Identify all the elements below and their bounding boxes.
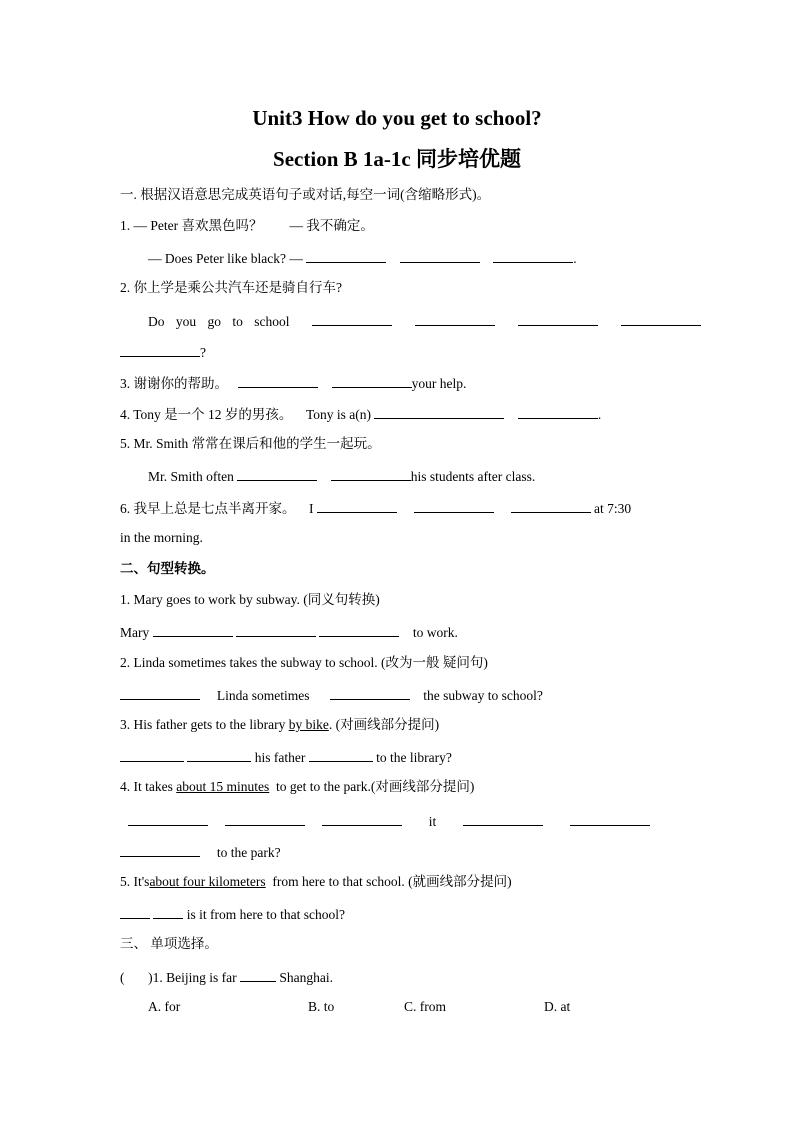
answer-blank[interactable] [518,311,598,326]
answer-blank[interactable] [415,311,495,326]
p2-q3-ans-text-b: to the library? [376,750,452,765]
answer-blank[interactable] [317,498,397,513]
answer-blank[interactable] [153,904,183,919]
p2-q5-ans-text: is it from here to that school? [186,907,345,922]
answer-blank[interactable] [306,248,386,263]
answer-blank[interactable] [518,404,598,419]
p1-q5-text-a: Mr. Smith often [148,469,234,484]
p2-q5-answer [120,904,345,924]
p1-q5-text-b: his students after class. [410,469,536,484]
answer-blank[interactable] [309,747,373,762]
answer-blank[interactable] [332,373,412,388]
answer-blank[interactable] [374,404,504,419]
p1-q6-continuation: in the morning. [120,530,203,545]
answer-blank[interactable] [511,498,591,513]
p2-q1-text-a: Mary [120,625,150,640]
p2-q4-continuation [120,842,281,862]
answer-blank[interactable] [312,311,392,326]
p1-q6 [120,498,631,518]
p2-q2-text-a: Linda sometimes [216,688,310,703]
p2-q2: 2. Linda sometimes takes the subway to school. (改为一般 疑问句) [120,655,488,670]
answer-blank[interactable] [319,622,399,637]
p2-q3-text-b: . (对画线部分提问) [328,717,440,732]
p1-q4 [120,404,601,424]
punctuation: ? [200,345,206,360]
answer-blank[interactable] [225,811,305,826]
p1-q2-text: Do you go to school [148,314,290,329]
option-b[interactable]: B. to [308,999,335,1014]
p1-q4-chinese: 4. Tony 是一个 12 岁的男孩。 [120,407,293,422]
p1-q5-english [148,466,535,486]
answer-blank[interactable] [463,811,543,826]
page-title: Unit3 How do you get to school? [252,106,542,130]
p2-q1: 1. Mary goes to work by subway. (同义句转换) [120,592,380,607]
p2-q3-text-a: 3. His father gets to the library [120,717,286,732]
p1-q2-continuation [120,342,206,362]
part2-heading: 二、句型转换。 [120,561,215,576]
answer-blank[interactable] [153,622,233,637]
p1-q1-english [148,248,577,268]
p1-q2-english [148,311,701,331]
answer-blank[interactable] [120,747,184,762]
p2-q3 [120,716,439,734]
p1-q3-english: your help. [411,376,467,391]
answer-blank[interactable] [120,842,200,857]
p3-q1 [120,967,333,987]
part3-heading: 三、 单项选择。 [120,936,218,951]
p2-q4-ans-it: it [428,814,437,829]
p1-q4-english: Tony is a(n) [305,407,371,422]
option-a[interactable]: A. for [148,999,181,1014]
answer-blank[interactable] [120,342,200,357]
answer-paren: ( [120,970,125,985]
answer-blank[interactable] [322,811,402,826]
answer-blank[interactable] [120,685,200,700]
page-subtitle: Section B 1a-1c 同步培优题 [273,147,521,171]
p2-q2-text-b: the subway to school? [423,688,543,703]
answer-blank[interactable] [240,967,276,982]
answer-blank[interactable] [120,904,150,919]
p1-q3 [120,373,466,393]
p1-q1-text: — Does Peter like black? — [148,251,303,266]
answer-blank[interactable] [238,373,318,388]
answer-blank[interactable] [187,747,251,762]
p2-q4-text-b: to get to the park.(对画线部分提问) [276,779,475,794]
p3-q1-stem-end: Shanghai. [279,970,333,985]
p1-q6-text-a: I [309,501,314,516]
p1-q3-chinese: 3. 谢谢你的帮助。 [120,376,228,391]
p2-q3-ans-text-a: his father [254,750,306,765]
underlined-phrase: by bike [288,717,329,732]
underlined-phrase: about 15 minutes [176,779,270,794]
answer-blank[interactable] [236,622,316,637]
answer-blank[interactable] [330,685,410,700]
answer-blank[interactable] [493,248,573,263]
answer-blank[interactable] [570,811,650,826]
p2-q4-ans-end: to the park? [216,845,281,860]
p1-q6-chinese: 6. 我早上总是七点半离开家。 [120,501,296,516]
answer-blank[interactable] [621,311,701,326]
answer-blank[interactable] [331,466,411,481]
p2-q1-text-b: to work. [412,625,458,640]
underlined-phrase: about four kilometers [149,874,266,889]
punctuation: . [597,407,602,422]
p1-q5-chinese: 5. Mr. Smith 常常在课后和他的学生一起玩。 [120,436,381,451]
p3-q1-stem: )1. Beijing is far [148,970,237,985]
p2-q1-answer [120,622,458,642]
part1-heading: 一. 根据汉语意思完成英语句子或对话,每空一词(含缩略形式)。 [120,187,491,202]
p2-q4-text-a: 4. It takes [120,779,173,794]
answer-blank[interactable] [414,498,494,513]
answer-blank[interactable] [237,466,317,481]
answer-blank[interactable] [128,811,208,826]
p1-q6-text-b: at 7:30 [594,501,632,516]
p2-q4 [120,778,474,796]
answer-blank[interactable] [400,248,480,263]
p2-q2-answer [120,685,543,705]
p2-q3-answer [120,747,452,767]
p2-q4-answer [128,811,650,831]
p2-q5-text-b: from here to that school. (就画线部分提问) [272,874,512,889]
p1-q1-chinese: 1. — Peter 喜欢黑色吗？ — 我不确定。 [120,218,374,233]
p1-q2-chinese: 2. 你上学是乘公共汽车还是骑自行车? [120,280,342,295]
option-d[interactable]: D. at [544,999,571,1014]
punctuation: . [573,251,577,266]
p2-q5 [120,873,512,891]
p2-q5-text-a: 5. It's [120,874,150,889]
option-c[interactable]: C. from [404,999,446,1014]
